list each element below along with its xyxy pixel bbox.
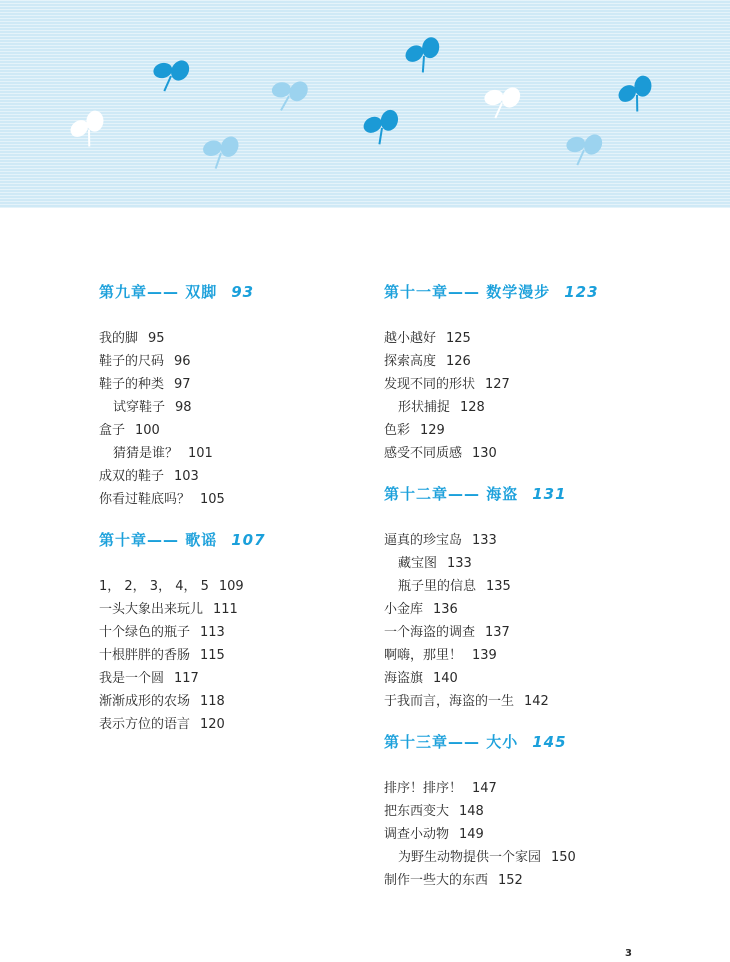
sprout-icon [148, 54, 193, 95]
toc-entry[interactable] [384, 350, 704, 373]
chapter-heading[interactable] [99, 281, 349, 303]
entry-title: 十个绿色的瓶子 [99, 625, 191, 640]
entry-page: 95 [148, 331, 165, 346]
sprout-icon [65, 107, 112, 151]
toc-entry[interactable] [99, 373, 349, 396]
entry-title: 瓶子里的信息 [398, 579, 477, 594]
toc-entry[interactable] [384, 442, 704, 465]
toc-subentry[interactable] [384, 552, 704, 575]
entry-title: 于我而言，海盗的一生 [384, 694, 515, 709]
entry-page: 120 [200, 717, 225, 732]
entry-page: 111 [213, 602, 238, 617]
toc-entry[interactable] [99, 667, 349, 690]
entry-page: 142 [524, 694, 549, 709]
entry-list [384, 777, 704, 892]
entry-page: 148 [459, 804, 484, 819]
chapter-page: 131 [532, 485, 567, 503]
toc-entry[interactable] [99, 488, 349, 511]
sprout-icon [265, 72, 312, 116]
entry-title: 盒子 [99, 423, 126, 438]
entry-page: 101 [188, 446, 213, 461]
entry-page: 127 [485, 377, 510, 392]
toc-entry[interactable] [384, 823, 704, 846]
entry-page: 139 [472, 648, 497, 663]
entry-title: 海盗旗 [384, 671, 424, 686]
page-number: 3 [625, 948, 632, 959]
entry-title: 你看过鞋底吗？ [99, 492, 191, 507]
entry-title: 一个海盗的调查 [384, 625, 476, 640]
entry-page: 98 [175, 400, 192, 415]
entry-page: 140 [433, 671, 458, 686]
toc-entry[interactable] [384, 621, 704, 644]
chapter-section [99, 529, 349, 736]
entry-page: 152 [498, 873, 523, 888]
toc-entry[interactable] [99, 465, 349, 488]
entry-page: 149 [459, 827, 484, 842]
chapter-title: 第十三章—— 大小 [384, 733, 519, 751]
sprout-icon [200, 132, 242, 170]
entry-title: 十根胖胖的香肠 [99, 648, 191, 663]
toc-subentry[interactable] [384, 846, 704, 869]
banner-decoration [0, 0, 730, 208]
entry-title: 渐渐成形的农场 [99, 694, 191, 709]
toc-right-column [384, 281, 704, 910]
toc-entry[interactable] [99, 327, 349, 350]
toc-entry[interactable] [384, 529, 704, 552]
entry-page: 128 [460, 400, 485, 415]
toc-subentry[interactable] [99, 396, 349, 419]
chapter-section [384, 483, 704, 713]
entry-page: 100 [135, 423, 160, 438]
entry-list [99, 575, 349, 736]
chapter-heading[interactable] [99, 529, 349, 551]
entry-title: 探索高度 [384, 354, 437, 369]
entry-page: 136 [433, 602, 458, 617]
toc-subentry[interactable] [384, 396, 704, 419]
entry-title: 一头大象出来玩儿 [99, 602, 204, 617]
entry-title: 表示方位的语言 [99, 717, 191, 732]
sprout-icon [613, 72, 660, 116]
toc-entry[interactable] [99, 575, 349, 598]
entry-title: 我的脚 [99, 331, 139, 346]
entry-title: 我是一个圆 [99, 671, 165, 686]
entry-page: 133 [472, 533, 497, 548]
toc-entry[interactable] [384, 869, 704, 892]
toc-subentry[interactable] [99, 442, 349, 465]
entry-title: 小金库 [384, 602, 424, 617]
sprout-icon [479, 81, 524, 122]
entry-title: 成双的鞋子 [99, 469, 165, 484]
entry-title: 为野生动物提供一个家园 [398, 850, 542, 865]
toc-entry[interactable] [384, 419, 704, 442]
entry-title: 试穿鞋子 [113, 400, 166, 415]
entry-title: 鞋子的种类 [99, 377, 165, 392]
entry-title: 形状捕捉 [398, 400, 451, 415]
chapter-title: 第十章—— 歌谣 [99, 531, 218, 549]
toc-entry[interactable] [384, 327, 704, 350]
entry-page: 125 [446, 331, 471, 346]
entry-page: 118 [200, 694, 225, 709]
chapter-heading[interactable] [384, 731, 704, 753]
toc-entry[interactable] [99, 419, 349, 442]
entry-page: 97 [174, 377, 191, 392]
entry-page: 137 [485, 625, 510, 640]
entry-page: 130 [472, 446, 497, 461]
chapter-heading[interactable] [384, 483, 704, 505]
toc-entry[interactable] [384, 598, 704, 621]
chapter-title: 第十二章—— 海盗 [384, 485, 519, 503]
toc-entry[interactable] [384, 690, 704, 713]
sprout-icon [401, 34, 446, 75]
toc-entry[interactable] [384, 373, 704, 396]
entry-title: 啊嗨，那里！ [384, 648, 463, 663]
chapter-section [384, 281, 704, 465]
entry-title: 把东西变大 [384, 804, 450, 819]
entry-title: 猜猜是谁？ [113, 446, 179, 461]
toc-entry[interactable] [384, 667, 704, 690]
entry-page: 126 [446, 354, 471, 369]
toc-entry[interactable] [99, 350, 349, 373]
chapter-title: 第十一章—— 数学漫步 [384, 283, 551, 301]
chapter-section [99, 281, 349, 511]
entry-page: 96 [174, 354, 191, 369]
entry-title: 排序！排序！ [384, 781, 463, 796]
entry-title: 1， 2， 3， 4， 5 [99, 579, 209, 594]
entry-title: 调查小动物 [384, 827, 450, 842]
toc-entry[interactable] [99, 598, 349, 621]
entry-title: 藏宝图 [398, 556, 438, 571]
entry-title: 鞋子的尺码 [99, 354, 165, 369]
entry-title: 逼真的珍宝岛 [384, 533, 463, 548]
chapter-page: 107 [231, 531, 266, 549]
entry-title: 色彩 [384, 423, 411, 438]
chapter-section [384, 731, 704, 892]
entry-page: 150 [551, 850, 576, 865]
entry-page: 115 [200, 648, 225, 663]
entry-page: 117 [174, 671, 199, 686]
entry-title: 越小越好 [384, 331, 437, 346]
entry-page: 113 [200, 625, 225, 640]
toc-subentry[interactable] [384, 575, 704, 598]
entry-list [384, 529, 704, 713]
toc-entry[interactable] [384, 644, 704, 667]
entry-page: 129 [420, 423, 445, 438]
sprout-icon [561, 128, 606, 169]
header-banner [0, 0, 730, 208]
toc-entry[interactable] [99, 644, 349, 667]
chapter-page: 145 [532, 733, 567, 751]
entry-list [384, 327, 704, 465]
toc-entry[interactable] [99, 621, 349, 644]
entry-page: 103 [174, 469, 199, 484]
entry-page: 109 [218, 579, 244, 594]
toc-left-column [99, 281, 349, 754]
entry-list [99, 327, 349, 511]
chapter-title: 第九章—— 双脚 [99, 283, 218, 301]
toc-entry[interactable] [384, 800, 704, 823]
entry-page: 147 [472, 781, 497, 796]
entry-page: 135 [486, 579, 511, 594]
entry-page: 133 [447, 556, 472, 571]
entry-page: 105 [200, 492, 225, 507]
sprout-icon [360, 107, 402, 145]
entry-title: 制作一些大的东西 [384, 873, 489, 888]
chapter-page: 93 [231, 283, 255, 301]
toc-entry[interactable] [384, 777, 704, 800]
chapter-page: 123 [564, 283, 599, 301]
entry-title: 感受不同质感 [384, 446, 463, 461]
chapter-heading[interactable] [384, 281, 704, 303]
toc-entry[interactable] [99, 690, 349, 713]
toc-entry[interactable] [99, 713, 349, 736]
entry-title: 发现不同的形状 [384, 377, 476, 392]
